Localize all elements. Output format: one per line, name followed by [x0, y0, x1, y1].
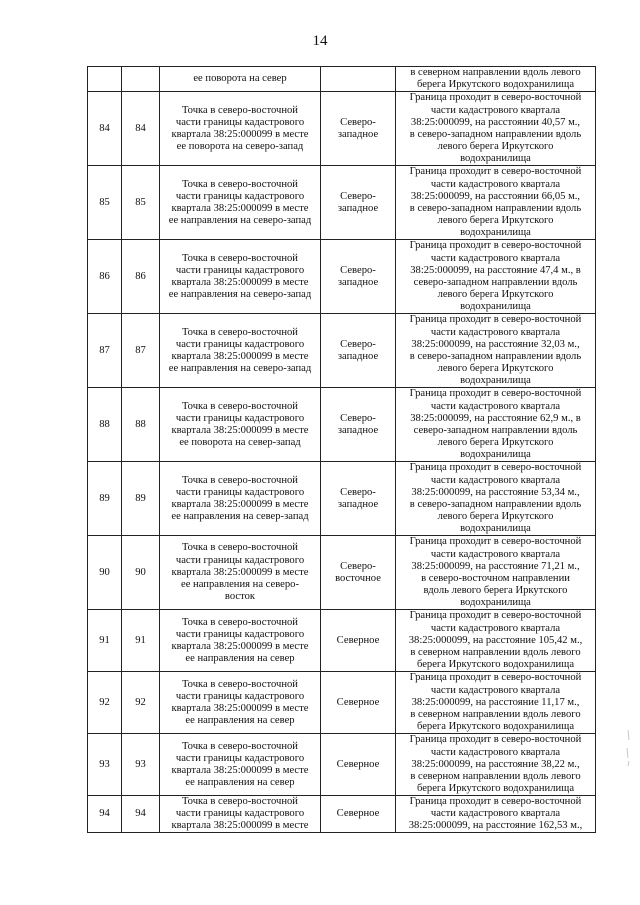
table-row [88, 536, 596, 610]
boundary-description-cell: Граница проходит в северо-восточной части кадастрового квартала 38:25:000099, на расстоянии 40,57 м., в северо-западном направлении вдоль левого берега Иркутского водохранилища [396, 92, 596, 166]
point-description-cell: Точка в северо-восточной части границы кадастрового квартала 38:25:000099 в месте ее направления на север [160, 610, 321, 672]
direction-cell: Северное [321, 734, 396, 796]
table-row [88, 796, 596, 833]
point-number-cell: 85 [88, 166, 122, 240]
point-number-cell-2: 92 [122, 672, 160, 734]
boundary-description-cell: Граница проходит в северо-восточной части кадастрового квартала 38:25:000099, на расстояние 11,17 м., в северном направлении вдоль левого берега Иркутского водохранилища [396, 672, 596, 734]
point-description-cell: Точка в северо-восточной части границы кадастрового квартала 38:25:000099 в месте ее направления на северо- восток [160, 536, 321, 610]
table-row [88, 610, 596, 672]
point-number-cell-2: 85 [122, 166, 160, 240]
table-row [88, 240, 596, 314]
point-number-cell: 94 [88, 796, 122, 833]
point-number-cell-2: 88 [122, 388, 160, 462]
point-description-cell: Точка в северо-восточной части границы кадастрового квартала 38:25:000099 в месте ее направления на северо-запад [160, 240, 321, 314]
point-description-cell: Точка в северо-восточной части границы кадастрового квартала 38:25:000099 в месте ее направления на север [160, 672, 321, 734]
point-number-cell-2 [122, 67, 160, 92]
point-number-cell-2: 90 [122, 536, 160, 610]
point-number-cell-2: 94 [122, 796, 160, 833]
point-number-cell: 90 [88, 536, 122, 610]
table-row [88, 314, 596, 388]
point-number-cell: 93 [88, 734, 122, 796]
table-row [88, 67, 596, 92]
point-description-cell: ее поворота на север [160, 67, 321, 92]
table-row [88, 166, 596, 240]
direction-cell: Северное [321, 672, 396, 734]
point-description-cell: Точка в северо-восточной части границы кадастрового квартала 38:25:000099 в месте ее направления на север [160, 734, 321, 796]
point-number-cell-2: 91 [122, 610, 160, 672]
boundary-description-cell: Граница проходит в северо-восточной части кадастрового квартала 38:25:000099, на расстояние 47,4 м., в северо-западном направлении вдоль левого берега Иркутского водохранилища [396, 240, 596, 314]
table-row [88, 92, 596, 166]
point-number-cell [88, 67, 122, 92]
point-number-cell: 86 [88, 240, 122, 314]
direction-cell: Северо- западное [321, 314, 396, 388]
boundary-description-cell: Граница проходит в северо-восточной части кадастрового квартала 38:25:000099, на расстояние 162,53 м., [396, 796, 596, 833]
direction-cell: Северное [321, 610, 396, 672]
point-description-cell: Точка в северо-восточной части границы кадастрового квартала 38:25:000099 в месте ее направления на северо-запад [160, 314, 321, 388]
point-description-cell: Точка в северо-восточной части границы кадастрового квартала 38:25:000099 в месте ее поворота на северо-запад [160, 92, 321, 166]
table-row [88, 734, 596, 796]
point-number-cell: 87 [88, 314, 122, 388]
point-number-cell: 91 [88, 610, 122, 672]
boundary-description-cell: Граница проходит в северо-восточной части кадастрового квартала 38:25:000099, на расстояние 62,9 м., в северо-западном направлении вдоль левого берега Иркутского водохранилища [396, 388, 596, 462]
boundary-description-cell: Граница проходит в северо-восточной части кадастрового квартала 38:25:000099, на расстояние 105,42 м., в северном направлении вдоль левого берега Иркутского водохранилища [396, 610, 596, 672]
page-number: 14 [312, 33, 328, 49]
point-number-cell-2: 86 [122, 240, 160, 314]
point-description-cell: Точка в северо-восточной части границы кадастрового квартала 38:25:000099 в месте [160, 796, 321, 833]
boundary-points-table [87, 66, 596, 833]
point-number-cell: 89 [88, 462, 122, 536]
boundary-description-cell: Граница проходит в северо-восточной части кадастрового квартала 38:25:000099, на расстоянии 66,05 м., в северо-западном направлении вдоль левого берега Иркутского водохранилища [396, 166, 596, 240]
boundary-description-cell: Граница проходит в северо-восточной части кадастрового квартала 38:25:000099, на расстояние 71,21 м., в северо-восточном направлении вдоль левого берега Иркутского водохранилища [396, 536, 596, 610]
boundary-description-cell: в северном направлении вдоль левого берега Иркутского водохранилища [396, 67, 596, 92]
margin-mark [624, 728, 632, 768]
point-description-cell: Точка в северо-восточной части границы кадастрового квартала 38:25:000099 в месте ее направления на северо-запад [160, 166, 321, 240]
direction-cell: Северо- западное [321, 462, 396, 536]
point-number-cell-2: 87 [122, 314, 160, 388]
point-description-cell: Точка в северо-восточной части границы кадастрового квартала 38:25:000099 в месте ее направления на север-запад [160, 462, 321, 536]
direction-cell [321, 67, 396, 92]
table-row [88, 672, 596, 734]
boundary-description-cell: Граница проходит в северо-восточной части кадастрового квартала 38:25:000099, на расстояние 53,34 м., в северо-западном направлении вдоль левого берега Иркутского водохранилища [396, 462, 596, 536]
boundary-description-cell: Граница проходит в северо-восточной части кадастрового квартала 38:25:000099, на расстояние 32,03 м., в северо-западном направлении вдоль левого берега Иркутского водохранилища [396, 314, 596, 388]
direction-cell: Северо- западное [321, 166, 396, 240]
direction-cell: Северо- западное [321, 388, 396, 462]
point-number-cell-2: 84 [122, 92, 160, 166]
table-row [88, 388, 596, 462]
point-number-cell-2: 93 [122, 734, 160, 796]
point-number-cell-2: 89 [122, 462, 160, 536]
point-description-cell: Точка в северо-восточной части границы кадастрового квартала 38:25:000099 в месте ее поворота на север-запад [160, 388, 321, 462]
boundary-description-cell: Граница проходит в северо-восточной части кадастрового квартала 38:25:000099, на расстояние 38,22 м., в северном направлении вдоль левого берега Иркутского водохранилища [396, 734, 596, 796]
direction-cell: Северное [321, 796, 396, 833]
point-number-cell: 88 [88, 388, 122, 462]
point-number-cell: 92 [88, 672, 122, 734]
point-number-cell: 84 [88, 92, 122, 166]
direction-cell: Северо- западное [321, 92, 396, 166]
direction-cell: Северо- западное [321, 240, 396, 314]
table-row [88, 462, 596, 536]
direction-cell: Северо- восточное [321, 536, 396, 610]
